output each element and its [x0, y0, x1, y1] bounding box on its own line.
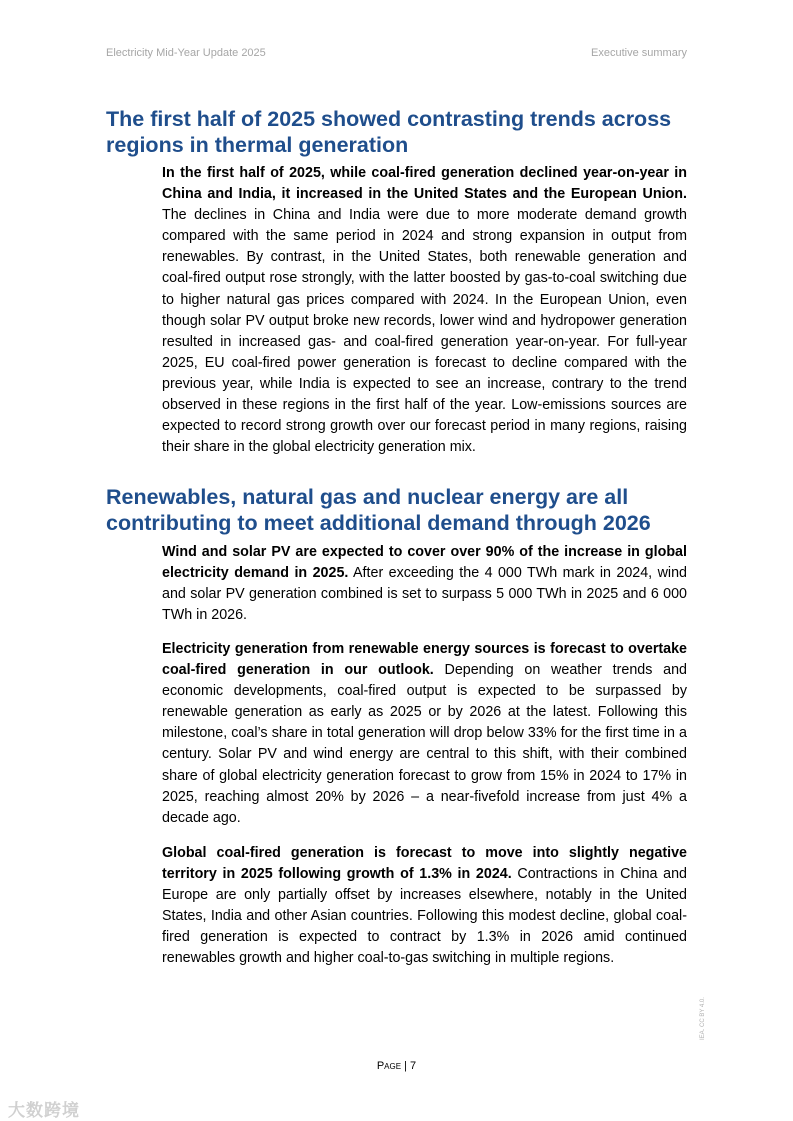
running-header-title: Electricity Mid-Year Update 2025 [106, 47, 266, 59]
paragraph-lead: Electricity generation from renewable energy sources is forecast to overtake coal-fired generation in our outlook. [162, 641, 687, 679]
paragraph-body: After exceeding the 4 000 TWh mark in 2024, wind and solar PV generation combined is set to surpass 5 000 TWh in 2025 and 6 000 TWh in 2026. [162, 565, 687, 624]
license-note: IEA. CC BY 4.0. [700, 997, 706, 1040]
section-heading: Renewables, natural gas and nuclear energy are all contributing to meet additional demand through 2026 [106, 485, 651, 535]
watermark-logo: 大数跨境 [8, 1101, 80, 1120]
page-label: Page [376, 1060, 402, 1072]
page-separator: | [401, 1060, 411, 1072]
paragraph [162, 639, 687, 829]
paragraph-lead: In the first half of 2025, while coal-fired generation declined year-on-year in China and India, it increased in the United States and the European Union. [162, 165, 687, 203]
paragraph-lead: Wind and solar PV are expected to cover over 90% of the increase in global electricity demand in 2025. [162, 544, 687, 582]
page-number-value: 7 [410, 1060, 417, 1072]
paragraph [162, 542, 687, 626]
section-heading: The first half of 2025 showed contrasting trends across regions in thermal generation [106, 107, 672, 157]
paragraph [162, 163, 687, 458]
paragraph-lead: Global coal-fired generation is forecast to move into slightly negative territory in 2025 following growth of 1.3% in 2024. [162, 845, 687, 883]
paragraph [162, 843, 687, 970]
paragraph-body: The declines in China and India were due to more moderate demand growth compared with the same period in 2024 and strong expansion in output from renewables. By contrast, in the United States, both renewable generation and coal-fired output rose strongly, with the latter boosted by gas-to-coal switching due to higher natural gas prices compared with 2024. In the European Union, even though solar PV output broke new records, lower wind and hydropower generation resulted in increased gas- and coal-fired generation year-on-year. For full-year 2025, EU coal-fired power generation is forecast to decline compared with the previous year, while India is expected to see an increase, contrary to the trend observed in these regions in the first half of the year. Low-emissions sources are expected to record strong growth over our forecast period in many regions, raising their share in the global electricity generation mix. [162, 207, 687, 456]
paragraph-body: Contractions in China and Europe are only partially offset by increases elsewhere, notably in the United States, India and other Asian countries. Following this modest decline, global coal-fired generation is expected to contract by 1.3% in 2026 amid continued renewables growth and higher coal-to-gas switching in multiple regions. [162, 866, 688, 967]
page-number [0, 1060, 793, 1072]
paragraph-body: Depending on weather trends and economic developments, coal-fired output is expected to be surpassed by renewable generation as early as 2025 or by 2026 at the latest. Following this milestone, coal’s share in total generation will drop below 33% for the first time in a century. Solar PV and wind energy are central to this shift, with their combined share of global electricity generation forecast to grow from 15% in 2024 to 17% in 2025, reaching almost 20% by 2026 – a near-fivefold increase from just 4% a decade ago. [162, 662, 687, 826]
running-header-section: Executive summary [591, 47, 687, 59]
